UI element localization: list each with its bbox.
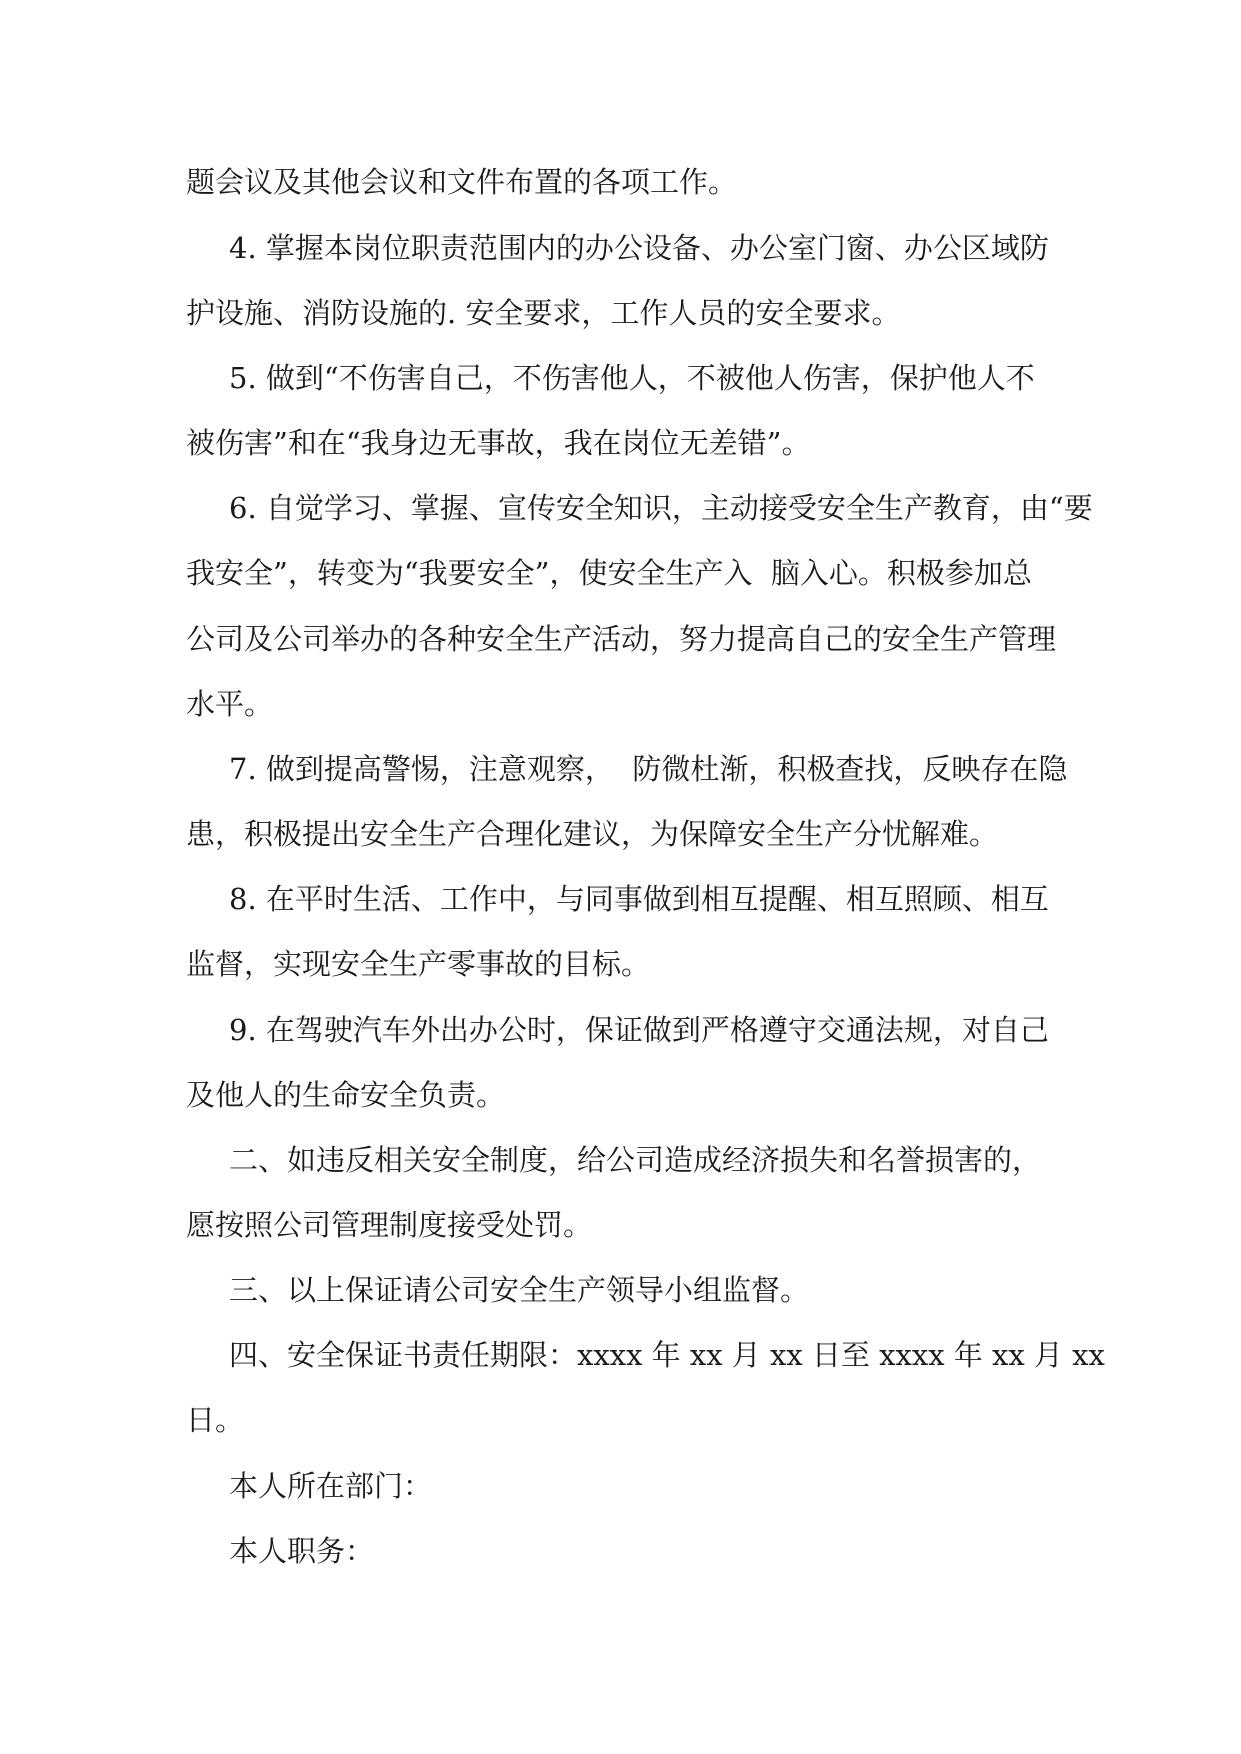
text-line: 护设施、消防设施的. 安全要求，工作人员的安全要求。 [186,296,901,330]
text-line: 7. 做到提高警惕，注意观察， 防微杜渐，积极查找，反映存在隐 [229,752,1068,786]
text-line: 愿按照公司管理制度接受处罚。 [186,1208,593,1242]
department-label: 本人所在部门： [229,1469,433,1503]
text-line: 日。 [186,1403,245,1437]
text-line: 4. 掌握本岗位职责范围内的办公设备、办公室门窗、办公区域防 [229,231,1049,265]
text-line: 二、如违反相关安全制度，给公司造成经济损失和名誉损害的， [229,1143,1042,1177]
text-line: 三、以上保证请公司安全生产领导小组监督。 [229,1273,810,1307]
text-line: 被伤害”和在“我身边无事故，我在岗位无差错”。 [186,426,811,460]
position-label: 本人职务： [229,1534,375,1568]
text-line: 题会议及其他会议和文件布置的各项工作。 [186,165,738,199]
text-line: 监督，实现安全生产零事故的目标。 [186,947,651,981]
text-line: 9. 在驾驶汽车外出办公时，保证做到严格遵守交通法规，对自己 [229,1013,1049,1047]
text-line: 6. 自觉学习、掌握、宣传安全知识，主动接受安全生产教育，由“要 [229,491,1093,525]
text-line: 及他人的生命安全负责。 [186,1078,506,1112]
text-line: 四、安全保证书责任期限：xxxx 年 xx 月 xx 日至 xxxx 年 xx 月 xx [229,1338,1105,1372]
text-line: 我安全”，转变为“我要安全”，使安全生产入 脑入心。积极参加总 [186,556,1032,590]
text-line: 水平。 [186,687,274,721]
text-line: 8. 在平时生活、工作中，与同事做到相互提醒、相互照顾、相互 [229,882,1049,916]
text-line: 患，积极提出安全生产合理化建议，为保障安全生产分忧解难。 [186,817,999,851]
text-line: 5. 做到“不伤害自己，不伤害他人，不被他人伤害，保护他人不 [229,361,1035,395]
text-line: 公司及公司举办的各种安全生产活动，努力提高自己的安全生产管理 [186,622,1057,656]
